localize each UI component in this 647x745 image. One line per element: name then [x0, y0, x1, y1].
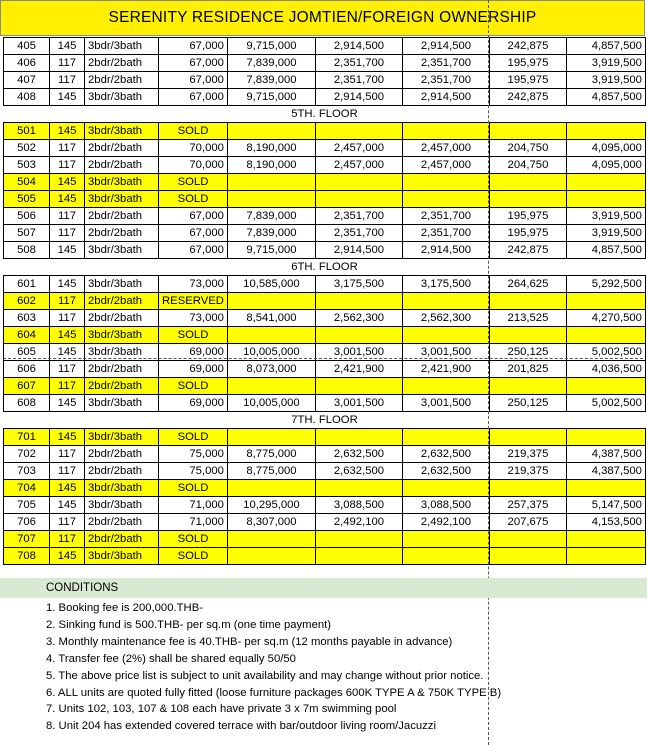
payment-4: 4,857,500 [566, 38, 645, 55]
total-price: 9,715,000 [227, 89, 315, 106]
payment-2: 2,492,100 [402, 514, 489, 531]
payment-4 [566, 191, 645, 208]
payment-4: 4,153,500 [566, 514, 645, 531]
price-per-sqm: 67,000 [159, 38, 228, 55]
unit-size: 145 [50, 480, 85, 497]
payment-4 [566, 293, 645, 310]
payment-2: 2,632,500 [402, 446, 489, 463]
unit-number: 408 [4, 89, 50, 106]
price-per-sqm: 70,000 [159, 140, 228, 157]
unit-type: 2bdr/2bath [85, 361, 159, 378]
payment-3 [489, 174, 566, 191]
payment-4: 3,919,500 [566, 55, 645, 72]
table-row [4, 157, 646, 174]
price-per-sqm: SOLD [159, 174, 228, 191]
condition-item: 8. Unit 204 has extended covered terrace with bar/outdoor living room/Jacuzzi [46, 720, 436, 733]
price-per-sqm: 69,000 [159, 395, 228, 412]
unit-number: 703 [4, 463, 50, 480]
unit-type: 2bdr/2bath [85, 446, 159, 463]
unit-type: 3bdr/3bath [85, 276, 159, 293]
payment-2 [402, 429, 489, 446]
payment-4: 4,857,500 [566, 89, 645, 106]
payment-2 [402, 378, 489, 395]
unit-size: 145 [50, 497, 85, 514]
unit-size: 117 [50, 140, 85, 157]
payment-3: 219,375 [489, 463, 566, 480]
unit-size: 117 [50, 72, 85, 89]
payment-1 [315, 548, 402, 565]
table-row [4, 378, 646, 395]
payment-1 [315, 429, 402, 446]
unit-number: 607 [4, 378, 50, 395]
payment-2: 2,632,500 [402, 463, 489, 480]
unit-number: 406 [4, 55, 50, 72]
unit-type: 3bdr/3bath [85, 548, 159, 565]
table-row [4, 361, 646, 378]
unit-type: 2bdr/2bath [85, 378, 159, 395]
payment-1: 3,001,500 [315, 344, 402, 361]
payment-3: 204,750 [489, 140, 566, 157]
payment-2 [402, 548, 489, 565]
unit-type: 2bdr/2bath [85, 463, 159, 480]
page-title: SERENITY RESIDENCE JOMTIEN/FOREIGN OWNERSHIP [0, 0, 645, 36]
payment-3: 242,875 [489, 89, 566, 106]
unit-number: 508 [4, 242, 50, 259]
price-per-sqm: 73,000 [159, 310, 228, 327]
condition-item: 1. Booking fee is 200,000.THB- [46, 602, 203, 614]
total-price: 8,775,000 [227, 446, 315, 463]
table-row [4, 327, 646, 344]
conditions-section [0, 578, 647, 745]
payment-4: 4,095,000 [566, 157, 645, 174]
unit-size: 117 [50, 378, 85, 395]
payment-1: 2,914,500 [315, 242, 402, 259]
unit-number: 701 [4, 429, 50, 446]
unit-type: 3bdr/3bath [85, 242, 159, 259]
payment-2 [402, 327, 489, 344]
payment-4: 4,387,500 [566, 446, 645, 463]
payment-1 [315, 327, 402, 344]
payment-4: 4,270,500 [566, 310, 645, 327]
payment-2: 3,001,500 [402, 344, 489, 361]
total-price [227, 327, 315, 344]
unit-number: 507 [4, 225, 50, 242]
price-table [3, 37, 646, 583]
payment-2: 2,914,500 [402, 38, 489, 55]
payment-2: 2,914,500 [402, 89, 489, 106]
conditions-list [46, 600, 501, 735]
total-price: 10,295,000 [227, 497, 315, 514]
unit-type: 3bdr/3bath [85, 327, 159, 344]
unit-size: 117 [50, 293, 85, 310]
payment-1: 2,914,500 [315, 89, 402, 106]
unit-type: 2bdr/2bath [85, 531, 159, 548]
payment-4: 4,387,500 [566, 463, 645, 480]
unit-number: 706 [4, 514, 50, 531]
unit-type: 3bdr/3bath [85, 174, 159, 191]
payment-1: 3,001,500 [315, 395, 402, 412]
table-row [4, 497, 646, 514]
unit-type: 2bdr/2bath [85, 55, 159, 72]
unit-size: 117 [50, 446, 85, 463]
total-price: 10,005,000 [227, 344, 315, 361]
unit-number: 704 [4, 480, 50, 497]
table-row [4, 174, 646, 191]
table-row [4, 514, 646, 531]
payment-4 [566, 480, 645, 497]
payment-4 [566, 327, 645, 344]
payment-2: 2,457,000 [402, 140, 489, 157]
payment-1: 2,351,700 [315, 55, 402, 72]
payment-3: 195,975 [489, 208, 566, 225]
payment-2 [402, 123, 489, 140]
total-price: 8,073,000 [227, 361, 315, 378]
unit-size: 145 [50, 174, 85, 191]
payment-4 [566, 429, 645, 446]
floor-header [4, 106, 646, 123]
condition-item: 4. Transfer fee (2%) shall be shared equally 50/50 [46, 652, 296, 665]
unit-size: 117 [50, 531, 85, 548]
unit-type: 2bdr/2bath [85, 293, 159, 310]
payment-4: 4,036,500 [566, 361, 645, 378]
payment-1 [315, 174, 402, 191]
floor-label: 6TH. FLOOR [4, 259, 646, 276]
payment-2: 2,351,700 [402, 55, 489, 72]
payment-1: 3,088,500 [315, 497, 402, 514]
unit-type: 3bdr/3bath [85, 429, 159, 446]
unit-type: 3bdr/3bath [85, 480, 159, 497]
condition-item: 5. The above price list is subject to unit availability and may change without prior notice. [46, 669, 484, 682]
unit-size: 145 [50, 327, 85, 344]
payment-1: 2,457,000 [315, 157, 402, 174]
table-row [4, 38, 646, 55]
floor-header [4, 259, 646, 276]
payment-4: 3,919,500 [566, 225, 645, 242]
payment-4: 4,857,500 [566, 242, 645, 259]
total-price: 8,541,000 [227, 310, 315, 327]
unit-number: 601 [4, 276, 50, 293]
unit-size: 117 [50, 208, 85, 225]
unit-type: 3bdr/3bath [85, 395, 159, 412]
price-per-sqm: SOLD [159, 327, 228, 344]
payment-2: 2,351,700 [402, 225, 489, 242]
payment-1: 2,632,500 [315, 463, 402, 480]
table-row [4, 208, 646, 225]
table-row [4, 480, 646, 497]
payment-1: 2,421,900 [315, 361, 402, 378]
payment-4: 5,002,500 [566, 344, 645, 361]
unit-size: 117 [50, 225, 85, 242]
price-per-sqm: 67,000 [159, 72, 228, 89]
price-per-sqm: 67,000 [159, 242, 228, 259]
payment-2: 3,001,500 [402, 395, 489, 412]
price-per-sqm: 73,000 [159, 276, 228, 293]
payment-1 [315, 480, 402, 497]
unit-size: 117 [50, 310, 85, 327]
condition-item: 7. Units 102, 103, 107 & 108 each have private 3 x 7m swimming pool [46, 703, 397, 716]
unit-size: 145 [50, 242, 85, 259]
total-price: 8,190,000 [227, 157, 315, 174]
floor-header [4, 412, 646, 429]
table-row [4, 446, 646, 463]
price-per-sqm: 67,000 [159, 208, 228, 225]
unit-number: 608 [4, 395, 50, 412]
unit-type: 2bdr/2bath [85, 514, 159, 531]
payment-1 [315, 531, 402, 548]
payment-3: 219,375 [489, 446, 566, 463]
payment-3 [489, 480, 566, 497]
unit-number: 506 [4, 208, 50, 225]
payment-3: 207,675 [489, 514, 566, 531]
table-row [4, 310, 646, 327]
payment-3 [489, 378, 566, 395]
payment-3: 242,875 [489, 38, 566, 55]
payment-3: 195,975 [489, 72, 566, 89]
payment-4 [566, 531, 645, 548]
payment-2: 3,088,500 [402, 497, 489, 514]
total-price: 7,839,000 [227, 55, 315, 72]
total-price [227, 123, 315, 140]
total-price: 10,585,000 [227, 276, 315, 293]
price-per-sqm: SOLD [159, 123, 228, 140]
price-per-sqm: SOLD [159, 191, 228, 208]
price-per-sqm: 69,000 [159, 344, 228, 361]
payment-1 [315, 191, 402, 208]
price-per-sqm: 67,000 [159, 55, 228, 72]
total-price: 9,715,000 [227, 242, 315, 259]
table-row [4, 225, 646, 242]
price-per-sqm: 75,000 [159, 463, 228, 480]
unit-size: 145 [50, 123, 85, 140]
payment-1: 2,351,700 [315, 72, 402, 89]
payment-2 [402, 174, 489, 191]
table-row [4, 293, 646, 310]
table-row [4, 344, 646, 361]
price-per-sqm: 71,000 [159, 514, 228, 531]
payment-4 [566, 378, 645, 395]
unit-type: 3bdr/3bath [85, 497, 159, 514]
payment-3: 242,875 [489, 242, 566, 259]
price-per-sqm: SOLD [159, 480, 228, 497]
payment-2 [402, 293, 489, 310]
payment-3: 257,375 [489, 497, 566, 514]
payment-2: 3,175,500 [402, 276, 489, 293]
unit-number: 603 [4, 310, 50, 327]
payment-3: 201,825 [489, 361, 566, 378]
table-row [4, 548, 646, 565]
table-row [4, 89, 646, 106]
payment-3 [489, 327, 566, 344]
unit-number: 604 [4, 327, 50, 344]
unit-number: 705 [4, 497, 50, 514]
unit-size: 117 [50, 157, 85, 174]
total-price: 8,775,000 [227, 463, 315, 480]
total-price [227, 293, 315, 310]
condition-item: 2. Sinking fund is 500.THB- per sq.m (one time payment) [46, 618, 332, 631]
payment-1 [315, 293, 402, 310]
total-price: 7,839,000 [227, 72, 315, 89]
price-per-sqm: 75,000 [159, 446, 228, 463]
unit-size: 117 [50, 514, 85, 531]
table-row [4, 72, 646, 89]
price-per-sqm: 67,000 [159, 225, 228, 242]
payment-3: 250,125 [489, 344, 566, 361]
unit-size: 145 [50, 395, 85, 412]
unit-size: 145 [50, 38, 85, 55]
payment-2: 2,457,000 [402, 157, 489, 174]
price-per-sqm: 67,000 [159, 89, 228, 106]
unit-number: 707 [4, 531, 50, 548]
payment-1: 2,351,700 [315, 208, 402, 225]
unit-type: 2bdr/2bath [85, 157, 159, 174]
unit-number: 503 [4, 157, 50, 174]
total-price [227, 531, 315, 548]
unit-size: 145 [50, 548, 85, 565]
unit-type: 3bdr/3bath [85, 344, 159, 361]
total-price: 7,839,000 [227, 208, 315, 225]
unit-number: 505 [4, 191, 50, 208]
unit-type: 3bdr/3bath [85, 89, 159, 106]
payment-4: 5,292,500 [566, 276, 645, 293]
payment-3 [489, 531, 566, 548]
payment-1: 2,492,100 [315, 514, 402, 531]
unit-size: 145 [50, 429, 85, 446]
price-per-sqm: 70,000 [159, 157, 228, 174]
unit-number: 602 [4, 293, 50, 310]
payment-3 [489, 293, 566, 310]
unit-number: 407 [4, 72, 50, 89]
payment-3: 264,625 [489, 276, 566, 293]
unit-size: 117 [50, 463, 85, 480]
payment-2: 2,914,500 [402, 242, 489, 259]
unit-number: 605 [4, 344, 50, 361]
payment-3 [489, 429, 566, 446]
price-per-sqm: 69,000 [159, 361, 228, 378]
price-per-sqm: SOLD [159, 548, 228, 565]
unit-number: 504 [4, 174, 50, 191]
payment-3 [489, 191, 566, 208]
unit-number: 708 [4, 548, 50, 565]
total-price [227, 480, 315, 497]
conditions-title: CONDITIONS [46, 582, 119, 594]
payment-3: 250,125 [489, 395, 566, 412]
payment-2: 2,421,900 [402, 361, 489, 378]
unit-number: 702 [4, 446, 50, 463]
floor-label: 7TH. FLOOR [4, 412, 646, 429]
payment-3: 195,975 [489, 225, 566, 242]
table-row [4, 191, 646, 208]
payment-3 [489, 123, 566, 140]
table-row [4, 276, 646, 293]
unit-size: 145 [50, 344, 85, 361]
payment-3 [489, 548, 566, 565]
price-per-sqm: SOLD [159, 378, 228, 395]
payment-1: 3,175,500 [315, 276, 402, 293]
unit-type: 3bdr/3bath [85, 38, 159, 55]
table-row [4, 55, 646, 72]
total-price [227, 378, 315, 395]
floor-label: 5TH. FLOOR [4, 106, 646, 123]
total-price: 8,307,000 [227, 514, 315, 531]
payment-3: 204,750 [489, 157, 566, 174]
condition-item: 3. Monthly maintenance fee is 40.THB- per sq.m (12 months payable in advance) [46, 635, 453, 648]
unit-size: 145 [50, 89, 85, 106]
payment-3: 213,525 [489, 310, 566, 327]
total-price [227, 191, 315, 208]
payment-1 [315, 378, 402, 395]
payment-2 [402, 531, 489, 548]
total-price: 8,190,000 [227, 140, 315, 157]
payment-1: 2,632,500 [315, 446, 402, 463]
table-row [4, 395, 646, 412]
payment-2: 2,351,700 [402, 72, 489, 89]
payment-2 [402, 191, 489, 208]
unit-number: 606 [4, 361, 50, 378]
table-row [4, 140, 646, 157]
payment-4: 3,919,500 [566, 208, 645, 225]
unit-number: 502 [4, 140, 50, 157]
payment-1 [315, 123, 402, 140]
unit-size: 117 [50, 55, 85, 72]
payment-4 [566, 174, 645, 191]
payment-4: 5,002,500 [566, 395, 645, 412]
unit-type: 2bdr/2bath [85, 310, 159, 327]
payment-1: 2,351,700 [315, 225, 402, 242]
payment-2: 2,562,300 [402, 310, 489, 327]
total-price: 7,839,000 [227, 225, 315, 242]
unit-number: 501 [4, 123, 50, 140]
table-row [4, 463, 646, 480]
price-per-sqm: SOLD [159, 531, 228, 548]
total-price [227, 174, 315, 191]
unit-size: 145 [50, 276, 85, 293]
table-row [4, 531, 646, 548]
unit-type: 3bdr/3bath [85, 191, 159, 208]
total-price [227, 429, 315, 446]
unit-type: 2bdr/2bath [85, 140, 159, 157]
total-price: 10,005,000 [227, 395, 315, 412]
unit-size: 145 [50, 191, 85, 208]
payment-4 [566, 123, 645, 140]
payment-1: 2,457,000 [315, 140, 402, 157]
price-per-sqm: SOLD [159, 429, 228, 446]
unit-size: 117 [50, 361, 85, 378]
unit-type: 2bdr/2bath [85, 225, 159, 242]
payment-1: 2,562,300 [315, 310, 402, 327]
price-per-sqm: 71,000 [159, 497, 228, 514]
price-per-sqm: RESERVED [159, 293, 228, 310]
unit-type: 2bdr/2bath [85, 208, 159, 225]
payment-1: 2,914,500 [315, 38, 402, 55]
table-row [4, 242, 646, 259]
table-row [4, 429, 646, 446]
payment-4: 5,147,500 [566, 497, 645, 514]
payment-4: 3,919,500 [566, 72, 645, 89]
table-row [4, 123, 646, 140]
condition-item: 6. ALL units are quoted fully fitted (loose furniture packages 600K TYPE A & 750K TYPE B) [46, 686, 502, 699]
payment-3: 195,975 [489, 55, 566, 72]
payment-4: 4,095,000 [566, 140, 645, 157]
total-price [227, 548, 315, 565]
total-price: 9,715,000 [227, 38, 315, 55]
unit-type: 3bdr/3bath [85, 123, 159, 140]
payment-4 [566, 548, 645, 565]
payment-2 [402, 480, 489, 497]
unit-number: 405 [4, 38, 50, 55]
payment-2: 2,351,700 [402, 208, 489, 225]
unit-type: 2bdr/2bath [85, 72, 159, 89]
